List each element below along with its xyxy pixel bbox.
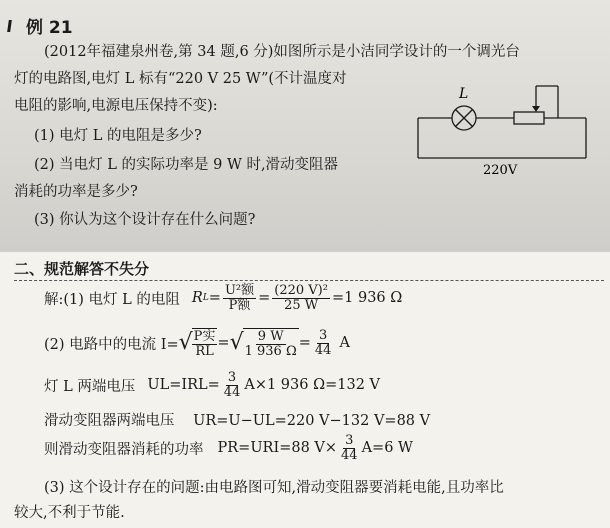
step3-frac-num: 3 (227, 370, 237, 385)
problem-line-1: (2012年福建泉州卷,第 34 题,6 分)如图所示是小洁同学设计的一个调光台 (44, 44, 520, 60)
question-2-line-2: 消耗的功率是多少? (14, 184, 138, 200)
step2-frac2-num: 9 W (257, 329, 284, 344)
step5-fraction (339, 434, 360, 462)
step5-frac-num: 3 (345, 433, 354, 448)
rheostat-icon (514, 112, 544, 124)
circuit-diagram (408, 78, 604, 178)
lamp-label: L (459, 86, 469, 102)
step3-fraction (222, 371, 243, 399)
example-heading (8, 13, 73, 38)
question-2-line-1: (2) 当电灯 L 的实际功率是 9 W 时,滑动变阻器 (34, 157, 339, 173)
solution-step-2: (2) 电路中的电流 I= √ $\frac{\text{P实}}{RL}$ = √ $\frac{9 W}{1 936 \Omega}$ = $\frac{3}{44}$ A (44, 328, 350, 359)
step2-frac2-den: 1 936 Ω (244, 343, 297, 359)
section-divider (14, 280, 604, 281)
step2-frac1-den: RL (195, 343, 214, 359)
step3-prefix: 灯 L 两端电压 (44, 378, 136, 395)
solution-step-3 (44, 371, 380, 399)
step2-frac3-den: 44 (314, 342, 332, 358)
section-heading: 二、规范解答不失分 (14, 260, 150, 278)
solution-step-1: 解:(1) 电灯 L 的电阻 R L = $\frac{\text{U²额}}{\text{P额}}$ = $\frac{\text{(220 V)²}}{25 W}$ =1 936 Ω (44, 283, 403, 313)
heading-mark (7, 20, 21, 32)
step5-prefix: 则滑动变阻器消耗的功率 (44, 441, 204, 458)
solution-step-4 (44, 409, 430, 430)
step2-prefix: (2) 电路中的电流 I= (44, 336, 179, 353)
step2-unit: A (339, 335, 350, 352)
voltage-label: 220V (483, 163, 518, 178)
step2-frac3-num: 3 (319, 328, 328, 343)
step1-lhs-sub: L (202, 293, 209, 304)
example-title: 例 21 (26, 18, 73, 38)
problem-line-3: 电阻的影响,电源电压保持不变): (14, 98, 218, 114)
step1-fraction-2 (272, 284, 330, 312)
step3-expr-1: UL=IRL= (147, 377, 220, 394)
step1-lhs: R (191, 290, 203, 307)
step5-frac-den: 44 (341, 447, 358, 463)
step2-sqrt-1: √ $\frac{\text{P实}}{RL}$ (178, 329, 216, 359)
problem-line-2: 灯的电路图,电灯 L 标有“220 V 25 W”(不计温度对 (14, 71, 347, 87)
question-1: (1) 电灯 L 的电阻是多少? (34, 128, 202, 144)
step1-frac2-den: 25 W (284, 297, 319, 313)
step5-expr-1: PR=URI=88 V× (217, 440, 338, 457)
step3-frac-den: 44 (223, 384, 241, 400)
step1-frac1-num: U²额 (224, 283, 255, 298)
step3-expr-2: A×1 936 Ω=132 V (244, 377, 381, 394)
solution-step-6-line-1: (3) 这个设计存在的问题:由电路图可知,滑动变阻器要消耗电能,且功率比 (44, 480, 504, 496)
step1-prefix: 解:(1) 电灯 L 的电阻 (44, 291, 180, 308)
step2-frac1-num: P实 (193, 329, 216, 344)
step1-result: =1 936 Ω (331, 290, 403, 307)
slider-arrow-icon (532, 106, 540, 112)
step4-expr: UR=U−UL=220 V−132 V=88 V (193, 413, 431, 429)
step1-frac2-num: (220 V)² (274, 283, 328, 298)
step1-frac1-den: P额 (228, 297, 251, 313)
step5-expr-2: A=6 W (361, 440, 413, 457)
solution-step-5 (44, 434, 413, 462)
step2-sqrt-2: √ $\frac{9 W}{1 936 \Omega}$ (229, 329, 297, 359)
step4-prefix: 滑动变阻器两端电压 (44, 413, 175, 429)
step1-fraction-1 (223, 284, 256, 312)
question-3: (3) 你认为这个设计存在什么问题? (34, 212, 256, 228)
solution-step-6-line-2: 较大,不利于节能. (14, 505, 125, 521)
step2-fraction-3 (313, 329, 334, 357)
